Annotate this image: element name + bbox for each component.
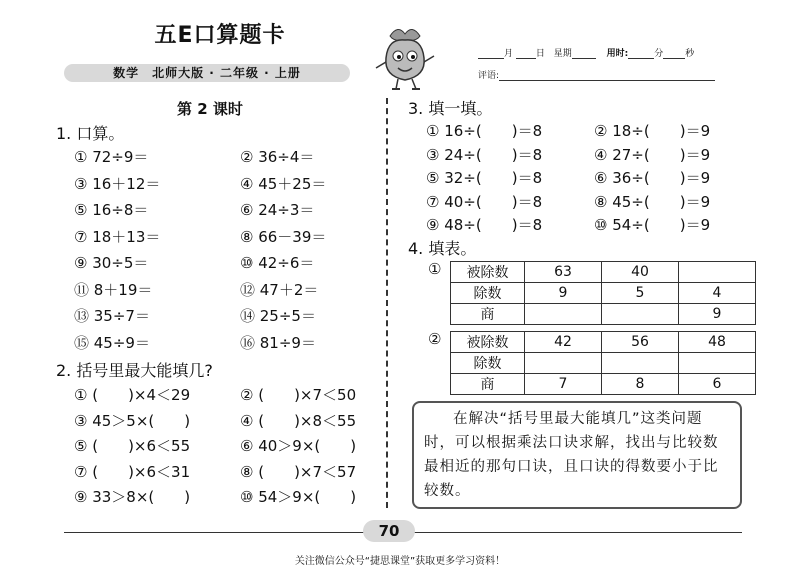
table1-row [451, 304, 756, 325]
table2-row [451, 353, 756, 374]
minutes-blank[interactable] [628, 49, 654, 59]
max-fill-item: ⑩ 54＞9×( ) [240, 488, 357, 506]
mental-calc-item: ⑪ 8＋19＝ [74, 280, 153, 299]
page-number: 70 [363, 520, 415, 542]
fill-blank-item: ① 16÷( )＝8 [426, 122, 543, 140]
max-fill-item: ① ( )×4＜29 [74, 386, 191, 404]
table1-cell: 40 [602, 262, 679, 283]
table2-cell[interactable] [602, 353, 679, 374]
table1-row [451, 283, 756, 304]
table1-cell: 9 [525, 283, 602, 304]
date-time-line: 月 日 星期 用时: 分 秒 [478, 46, 758, 59]
table2-cell: 8 [602, 374, 679, 395]
mental-calc-item: ③ 16＋12＝ [74, 174, 161, 193]
table2-cell[interactable] [679, 353, 756, 374]
fill-blank-item: ⑧ 45÷( )＝9 [594, 192, 711, 211]
max-fill-item: ⑥ 40＞9×( ) [240, 437, 357, 455]
day-blank[interactable] [516, 49, 536, 59]
seconds-blank[interactable] [663, 49, 685, 59]
table2-cell: 42 [525, 332, 602, 353]
table2-header-cell: 被除数 [451, 332, 525, 353]
month-blank[interactable] [478, 49, 504, 59]
footer-note: 关注微信公众号“捷思课堂”获取更多学习资料！ [294, 556, 506, 567]
fill-blank-item: ⑩ 54÷( )＝9 [594, 216, 711, 234]
max-fill-item: ② ( )×7＜50 [240, 386, 357, 404]
mental-calc-item: ⑨ 30÷5＝ [74, 254, 149, 272]
weekday-blank[interactable] [572, 49, 596, 59]
mental-calc-item: ⑩ 42÷6＝ [240, 254, 315, 272]
table2-cell: 6 [679, 374, 756, 395]
table2-cell: 56 [602, 332, 679, 353]
table1-cell[interactable] [679, 262, 756, 283]
comment-blank[interactable] [499, 71, 715, 81]
table2-cell: 48 [679, 332, 756, 353]
table1-header-cell: 商 [451, 304, 525, 325]
mental-calc-item: ⑫ 47＋2＝ [240, 280, 319, 299]
table1-cell: 9 [679, 304, 756, 325]
max-fill-item: ⑧ ( )×7＜57 [240, 462, 357, 481]
table1-cell: 4 [679, 283, 756, 304]
tip-box: 在解决“括号里最大能填几”这类问题时，可以根据乘法口诀求解，找出与比较数最相近的那句口诀，且口诀的得数要小于比较数。 [412, 401, 742, 509]
table1-cell: 5 [602, 283, 679, 304]
fill-blank-item: ⑦ 40÷( )＝8 [426, 192, 543, 211]
fill-blank-item: ③ 24÷( )＝8 [426, 145, 543, 164]
mental-calc-item: ⑥ 24÷3＝ [240, 201, 315, 219]
comment-line: 评语: [478, 68, 738, 81]
mental-calc-item: ④ 45＋25＝ [240, 174, 327, 193]
table2-header-cell: 除数 [451, 353, 525, 374]
fill-blank-item: ④ 27÷( )＝9 [594, 145, 711, 164]
fill-table-1 [450, 261, 756, 325]
section4-title: 4. 填表。 [408, 239, 477, 258]
table1-header-cell: 被除数 [451, 262, 525, 283]
table1-cell[interactable] [525, 304, 602, 325]
mental-calc-item: ⑮ 45÷9＝ [74, 333, 150, 352]
fill-blank-item: ⑥ 36÷( )＝9 [594, 169, 711, 187]
mascot-illustration [370, 22, 440, 92]
mental-calc-item: ⑬ 35÷7＝ [74, 307, 150, 325]
table2-row [451, 374, 756, 395]
table1-cell[interactable] [602, 304, 679, 325]
max-fill-item: ④ ( )×8＜55 [240, 411, 357, 430]
mental-calc-item: ⑤ 16÷8＝ [74, 201, 149, 219]
brand-title: 五E口算题卡 [154, 23, 286, 48]
table1-marker: ① [428, 260, 442, 278]
mental-calc-item: ⑯ 81÷9＝ [240, 333, 316, 352]
max-fill-item: ⑨ 33＞8×( ) [74, 488, 191, 506]
lesson-title: 第 2 课时 [177, 100, 243, 118]
table1-cell: 63 [525, 262, 602, 283]
max-fill-item: ③ 45＞5×( ) [74, 411, 191, 430]
mental-calc-item: ⑭ 25÷5＝ [240, 307, 316, 325]
fill-blank-item: ② 18÷( )＝9 [594, 122, 711, 140]
mental-calc-item: ⑦ 18＋13＝ [74, 227, 161, 246]
table2-cell[interactable] [525, 353, 602, 374]
table2-cell: 7 [525, 374, 602, 395]
table2-header-cell: 商 [451, 374, 525, 395]
fill-blank-item: ⑨ 48÷( )＝8 [426, 216, 543, 234]
section3-title: 3. 填一填。 [408, 99, 493, 118]
mental-calc-item: ② 36÷4＝ [240, 148, 315, 166]
section2-title: 2. 括号里最大能填几? [56, 361, 213, 380]
fill-blank-item: ⑤ 32÷( )＝8 [426, 169, 543, 187]
column-divider [386, 98, 388, 508]
table2-row [451, 332, 756, 353]
subject-bar: 数学 北师大版 · 二年级 · 上册 [64, 64, 350, 82]
max-fill-item: ⑦ ( )×6＜31 [74, 462, 191, 481]
fill-table-2 [450, 331, 756, 395]
max-fill-item: ⑤ ( )×6＜55 [74, 437, 191, 455]
table1-header-cell: 除数 [451, 283, 525, 304]
table2-marker: ② [428, 330, 442, 348]
mental-calc-item: ① 72÷9＝ [74, 148, 149, 166]
mental-calc-item: ⑧ 66－39＝ [240, 227, 327, 246]
table1-row [451, 262, 756, 283]
section1-title: 1. 口算。 [56, 124, 125, 143]
